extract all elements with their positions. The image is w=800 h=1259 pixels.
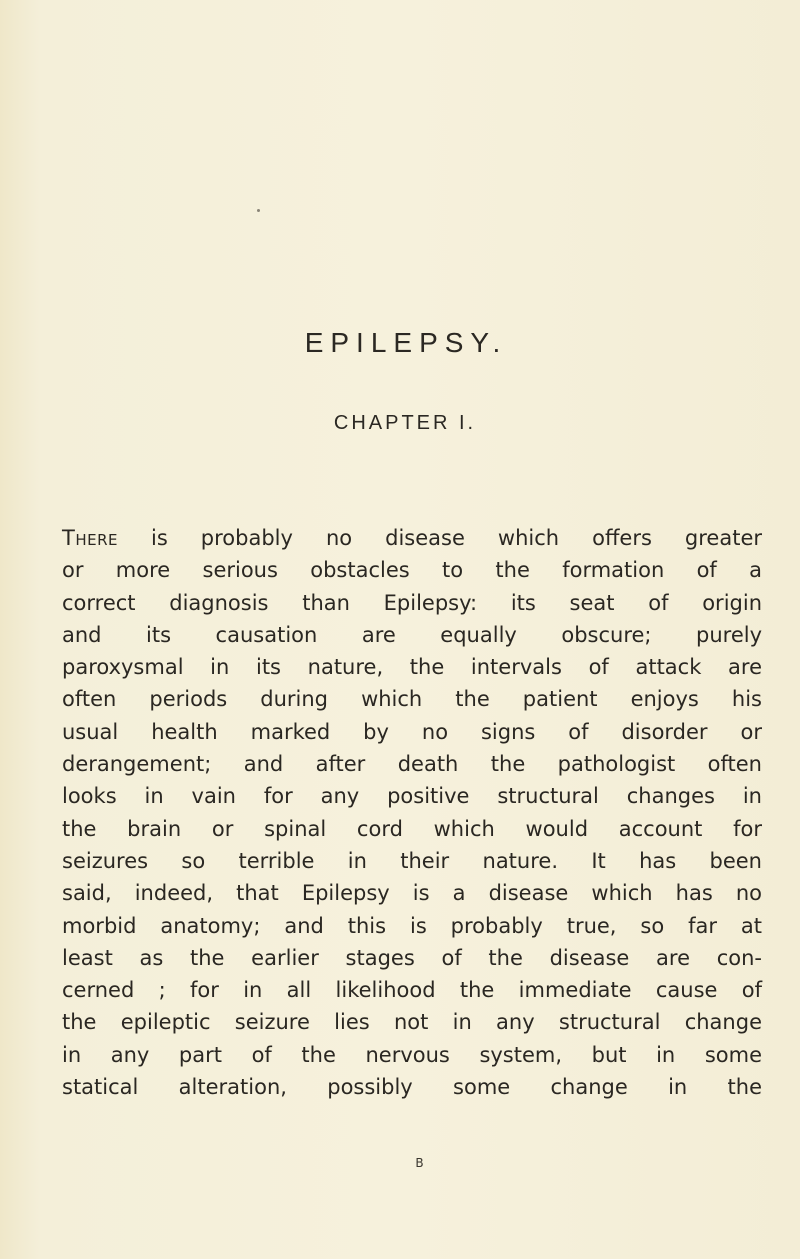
text-line-12: said, indeed, that Epilepsy is a disease which has no [62,881,762,906]
text-line-9: looks in vain for any positive structural changes in [62,784,762,809]
chapter-heading: CHAPTER I. [333,412,477,434]
text-line-18: statical alteration, possibly some change in the [62,1075,762,1100]
signature-mark: B [415,1156,425,1170]
first-word: There [62,526,118,550]
text-line-2: or more serious obstacles to the formation of a [62,558,762,583]
book-title: EPILEPSY. [304,327,508,358]
paper-speck [257,209,260,212]
text-line-16: the epileptic seizure lies not in any structural change [62,1010,762,1035]
text-line-10: the brain or spinal cord which would account for [62,816,762,841]
text-line-3: correct diagnosis than Epilepsy: its seat of origin [62,590,762,615]
text-line-7: usual health marked by no signs of disorder or [62,719,762,744]
text-line-1 [62,522,762,554]
text-line-8: derangement; and after death the pathologist often [62,752,762,777]
text-line-1-rest: is probably no disease which offers greater [117,526,762,550]
text-line-11: seizures so terrible in their nature. It has been [62,848,762,873]
text-line-4: and its causation are equally obscure; purely [62,622,762,647]
text-line-17: in any part of the nervous system, but in some [62,1042,762,1067]
text-line-5: paroxysmal in its nature, the intervals of attack are [62,655,762,680]
text-line-15: cerned ; for in all likelihood the immediate cause of [62,978,762,1003]
text-line-6: often periods during which the patient enjoys his [62,687,762,712]
text-line-14: least as the earlier stages of the disease are con- [62,945,762,970]
body-paragraph [62,522,762,1103]
text-line-13: morbid anatomy; and this is probably true, so far at [62,913,762,938]
